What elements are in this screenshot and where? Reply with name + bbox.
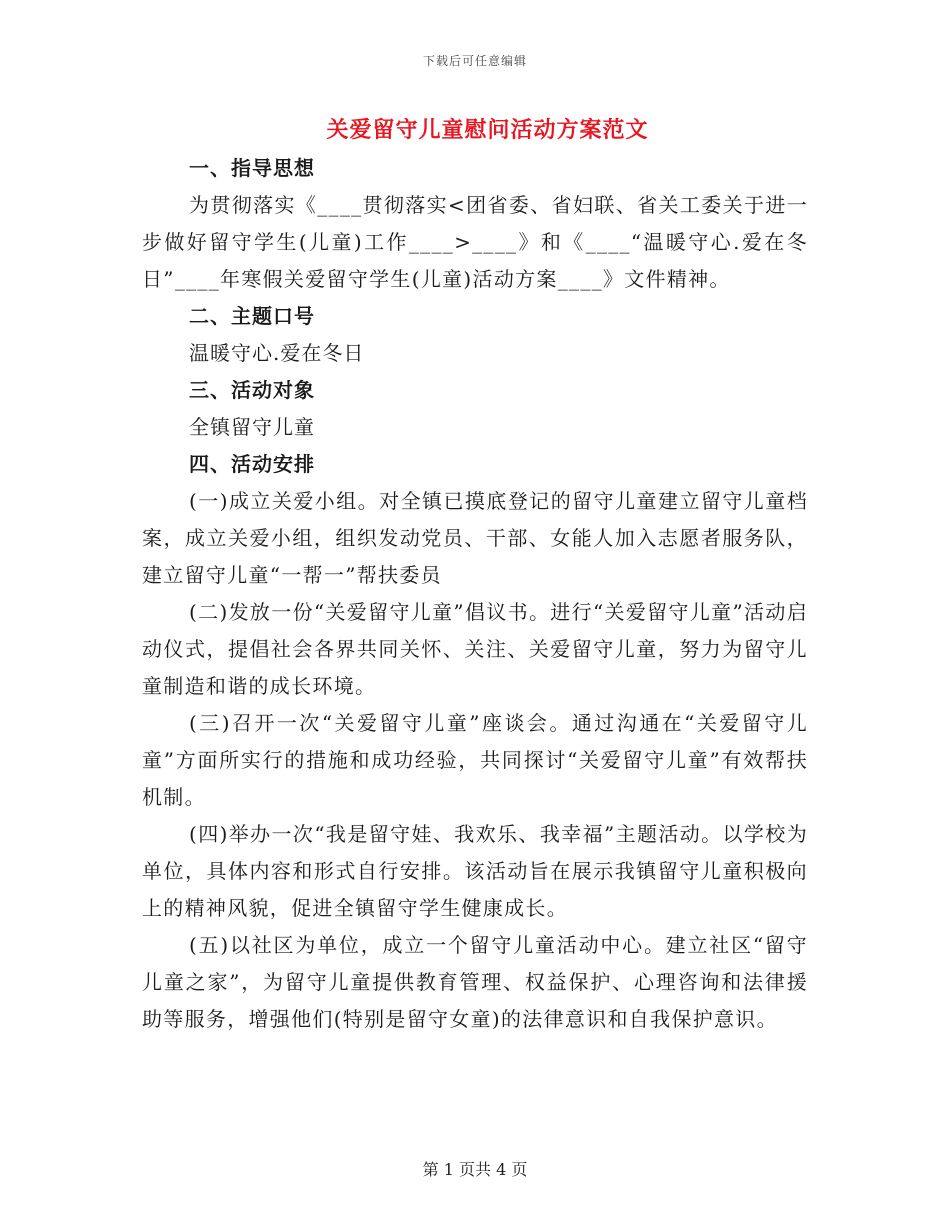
section-body-activity-target: 全镇留守儿童 xyxy=(189,415,315,439)
document-title: 关爱留守儿童慰问活动方案范文 xyxy=(326,117,649,143)
section-heading-guiding-ideology: 一、指导思想 xyxy=(189,156,315,180)
section-heading-activity-target: 三、活动对象 xyxy=(189,378,315,402)
page-number-footer: 第 1 页共 4 页 xyxy=(422,1160,528,1179)
section-heading-activity-arrangement: 四、活动安排 xyxy=(189,452,315,476)
section-heading-theme-slogan: 二、主题口号 xyxy=(189,304,315,328)
arrangement-item: (四)举办一次“我是留守娃、我欢乐、我幸福”主题活动。以学校为单位，具体内容和形式自行安排。该活动旨在展示我镇留守儿童积极向上的精神风貌，促进全镇留守学生健康成长。 xyxy=(142,822,808,920)
arrangement-item: (一)成立关爱小组。对全镇已摸底登记的留守儿童建立留守儿童档案，成立关爱小组，组织发动党员、干部、女能人加入志愿者服务队，建立留守儿童“一帮一”帮扶委员 xyxy=(142,489,808,587)
arrangement-item: (二)发放一份“关爱留守儿童”倡议书。进行“关爱留守儿童”活动启动仪式，提倡社会各界共同关怀、关注、关爱留守儿童，努力为留守儿童制造和谐的成长环境。 xyxy=(142,600,808,698)
arrangement-item: (三)召开一次“关爱留守儿童”座谈会。通过沟通在“关爱留守儿童”方面所实行的措施和成功经验，共同探讨“关爱留守儿童”有效帮扶机制。 xyxy=(142,711,808,809)
section-body-theme-slogan: 温暖守心.爱在冬日 xyxy=(189,341,365,365)
document-body xyxy=(142,150,808,1038)
arrangement-item: (五)以社区为单位，成立一个留守儿童活动中心。建立社区“留守儿童之家”，为留守儿童提供教育管理、权益保护、心理咨询和法律援助等服务，增强他们(特别是留守女童)的法律意识和自我保护意识。 xyxy=(142,933,808,1031)
page-header-note: 下载后可任意编辑 xyxy=(422,54,527,68)
section-body-guiding-ideology: 为贯彻落实《____贯彻落实<团省委、省妇联、省关工委关于进一步做好留守学生(儿童)工作____>____》和《____“温暖守心.爱在冬日”____年寒假关爱留守学生(儿童)活动方案____》文件精神。 xyxy=(142,193,808,291)
